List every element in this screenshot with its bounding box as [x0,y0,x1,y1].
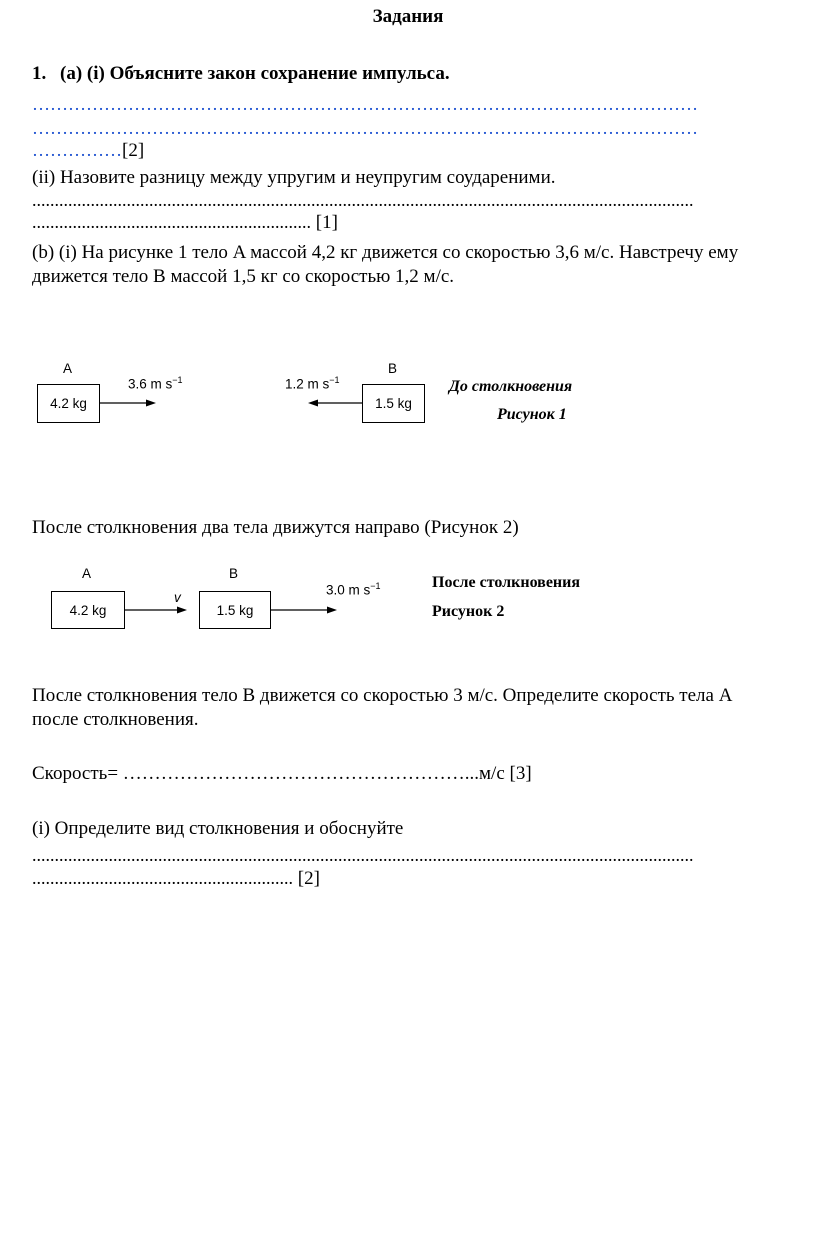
figure2-label-b: B [229,566,239,581]
mark-2b: [2] [293,868,320,889]
figure2-arrow-a [125,607,187,614]
mark-2: [2] [122,140,145,161]
velocity-answer-row [32,763,532,785]
velocity-answer-blank: ………………………………………………... [118,763,480,784]
answer-line-blue-1: ………………………………………………………………………………………………… [32,94,698,114]
mark-3: [3] [504,763,532,784]
figure2-mass-a: 4.2 kg [69,602,107,618]
question-b-line-2: движется тело B массой 1,5 кг со скоростью 1,2 м/с. [32,266,455,287]
figure1-velocity-b-value: 1.2 m s [285,376,330,392]
figure1-arrow-b [308,400,362,407]
figure2-block-a [51,591,125,629]
question-collision-type: (i) Определите вид столкновения и обоснуйте [32,818,404,839]
figure1-caption-state: До столкновения [449,378,573,395]
question-a-i-text: (a) (i) Объясните закон сохранение импульса. [60,63,450,84]
question-find-line-2: после столкновения. [32,709,199,730]
answer-line-ii-2: .............................................................. [32,212,311,232]
figure2-arrow-b [271,607,337,614]
figure2-caption-state: После столкновения [432,574,581,591]
answer-line-blue-2: ………………………………………………………………………………………………… [32,118,698,138]
figure2-label-a: A [82,566,92,581]
question-find-line-1: После столкновения тело B движется со скоростью 3 м/с. Определите скорость тела A [32,685,733,706]
figure1-label-b: B [388,361,398,376]
figure1-velocity-b-exp: −1 [329,375,340,385]
figure2-velocity-b-value: 3.0 m s [326,582,371,598]
figure2-block-b [199,591,271,629]
answer-line-type-2: .......................................................... [32,868,293,888]
figure2-velocity-a: v [174,590,181,605]
answer-line-ii-1: ................................................................................................................................................... [32,190,694,210]
question-number: 1. [32,63,47,84]
after-collision-text: После столкновения два тела движутся направо (Рисунок 2) [32,517,519,538]
question-a-ii: (ii) Назовите разницу между упругим и неупругим соудареними. [32,167,556,188]
figure1-mass-b: 1.5 kg [375,396,412,411]
figure1-label-a: A [63,361,73,376]
figure1-velocity-a-value: 3.6 m s [128,376,173,392]
figure2-velocity-b-exp: −1 [370,581,381,591]
answer-line-type-1: ................................................................................................................................................... [32,845,694,865]
question-b-line-1: (b) (i) На рисунке 1 тело A массой 4,2 кг движется со скоростью 3,6 м/с. Навстречу ему [32,242,739,263]
figure1-arrow-a [100,400,156,407]
answer-line-blue-3: …………… [32,140,122,160]
velocity-unit: м/с [479,763,505,784]
figure2-caption-figure: Рисунок 2 [432,603,505,620]
answer-line-type-2-row [32,868,320,890]
page-title: Задания [372,6,444,27]
figure2-mass-b: 1.5 kg [216,602,254,618]
velocity-label: Скорость= [32,763,119,784]
figure1-velocity-a-exp: −1 [172,375,183,385]
figure1-caption-figure: Рисунок 1 [497,406,567,423]
mark-1: [1] [311,212,338,233]
figure1-mass-a: 4.2 kg [50,396,87,411]
figure2-velocity-b [326,581,381,598]
